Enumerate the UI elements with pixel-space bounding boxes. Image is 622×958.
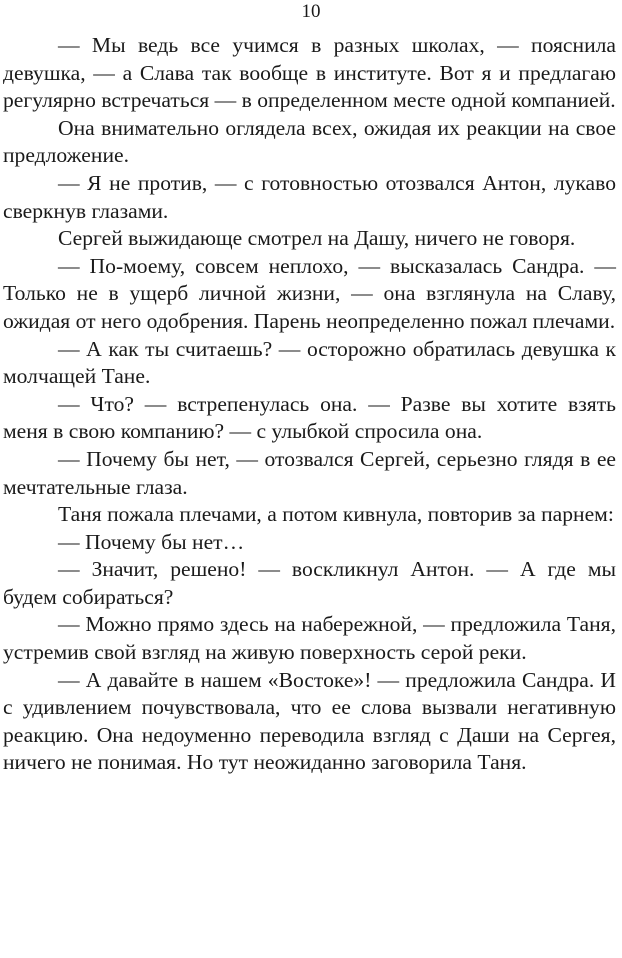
paragraph: — Почему бы нет, — отозвался Сергей, серьезно глядя в ее мечтательные глаза.	[3, 446, 616, 499]
paragraph: — Значит, решено! — воскликнул Антон. — А где мы будем собираться?	[3, 557, 616, 609]
paragraph: Сергей выжидающе смотрел на Дашу, ничего не говоря.	[58, 226, 576, 251]
paragraph: — Мы ведь все учимся в разных школах, — пояснила девушка, — а Слава так вообще в институте. Вот я и предлагаю регулярно встречаться — в определенном месте одной компанией.	[3, 33, 616, 113]
paragraph: Таня пожала плечами, а потом кивнула, повторив за парнем:	[58, 502, 614, 527]
paragraph: — Я не против, — с готовностью отозвался Антон, лукаво сверкнув глазами.	[3, 170, 616, 223]
paragraph: — А давайте в нашем «Востоке»! — предложила Сандра. И с удивлением почувствовала, что ее слова вызвали негативную реакцию. Она недоуменно переводила взгляд с Даши на Сергея, ничего не понимая. Но тут неожиданно заговорила Таня.	[3, 667, 616, 775]
paragraph: Она внимательно оглядела всех, ожидая их реакции на свое предложение.	[3, 115, 616, 168]
paragraph: — Почему бы нет…	[58, 529, 245, 554]
paragraph: — По-моему, совсем неплохо, — высказалась Сандра. — Только не в ущерб личной жизни, — она взглянула на Славу, ожидая от него одобрения. Парень неопределенно пожал плечами.	[3, 253, 616, 333]
page-number: 10	[301, 1, 321, 22]
page-body	[3, 32, 616, 777]
paragraph: — Что? — встрепенулась она. — Разве вы хотите взять меня в свою компанию? — с улыбкой спросила она.	[3, 391, 616, 444]
paragraph: — А как ты считаешь? — осторожно обратилась девушка к молчащей Тане.	[3, 336, 616, 389]
paragraph: — Можно прямо здесь на набережной, — предложила Таня, устремив свой взгляд на живую поверхность серой реки.	[3, 612, 616, 665]
